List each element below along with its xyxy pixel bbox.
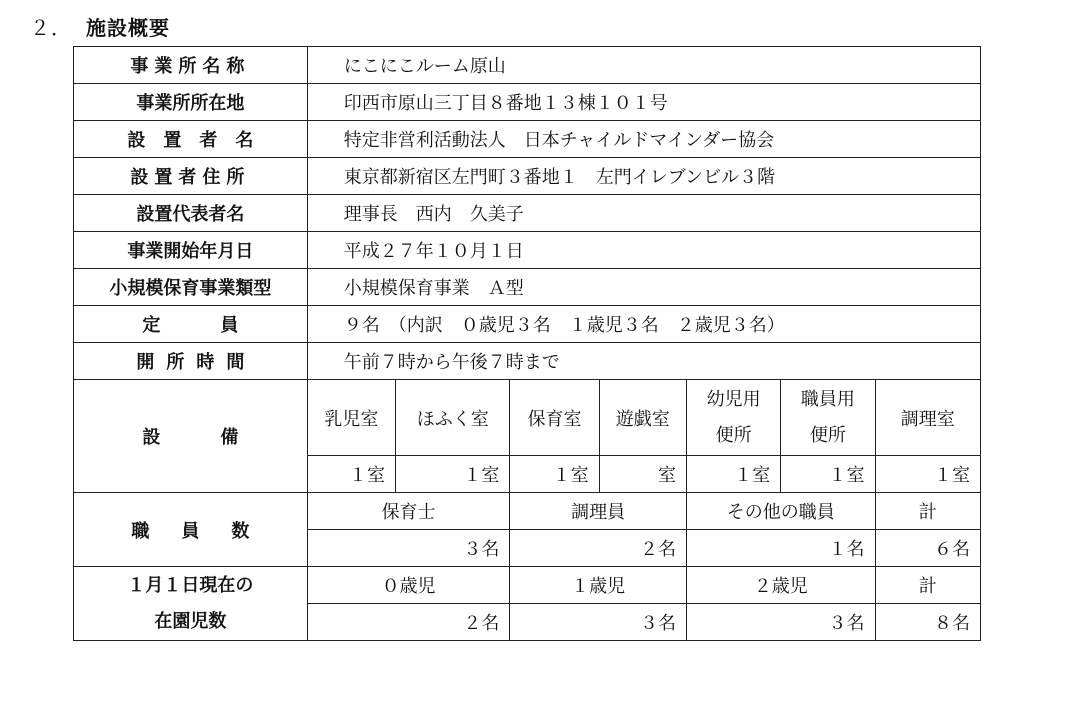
row-address — [74, 84, 981, 121]
label-staff-count: 職員数 — [74, 493, 308, 567]
facility-value-child-toilet: １室 — [686, 456, 780, 493]
row-facilities-header — [74, 380, 981, 456]
staff-value-cook: ２名 — [510, 530, 687, 567]
facility-overview-table — [73, 46, 981, 641]
enrollment-header-age1: １歳児 — [510, 567, 687, 604]
row-start-date — [74, 232, 981, 269]
facility-value-kitchen: １室 — [875, 456, 980, 493]
label-facility-name: 事業所名称 — [74, 47, 308, 84]
label-address: 事業所所在地 — [74, 84, 308, 121]
section-heading — [30, 12, 170, 41]
value-business-type: 小規模保育事業 Ａ型 — [307, 269, 980, 306]
facility-header-crawling-room: ほふく室 — [396, 380, 510, 456]
label-enrollment: １月１日現在の 在園児数 — [74, 567, 308, 641]
value-capacity: ９名 （内訳 ０歳児３名 １歳児３名 ２歳児３名） — [307, 306, 980, 343]
label-start-date: 事業開始年月日 — [74, 232, 308, 269]
value-founder-address: 東京都新宿区左門町３番地１ 左門イレブンビル３階 — [307, 158, 980, 195]
row-founder — [74, 121, 981, 158]
section-number: ２． — [30, 16, 72, 40]
label-capacity: 定員 — [74, 306, 308, 343]
value-facility-name: にこにこルーム原山 — [307, 47, 980, 84]
row-founder-address — [74, 158, 981, 195]
label-business-type: 小規模保育事業類型 — [74, 269, 308, 306]
value-hours: 午前７時から午後７時まで — [307, 343, 980, 380]
facility-header-nursery-room: 保育室 — [510, 380, 599, 456]
value-address: 印西市原山三丁目８番地１３棟１０１号 — [307, 84, 980, 121]
facility-value-crawling-room: １室 — [396, 456, 510, 493]
facility-header-kitchen: 調理室 — [875, 380, 980, 456]
staff-value-nursery-teacher: ３名 — [307, 530, 510, 567]
facility-value-play-room: 室 — [599, 456, 686, 493]
facility-header-child-toilet: 幼児用 便所 — [686, 380, 780, 456]
label-facilities: 設備 — [74, 380, 308, 493]
label-representative: 設置代表者名 — [74, 195, 308, 232]
value-representative: 理事長 西内 久美子 — [307, 195, 980, 232]
row-representative — [74, 195, 981, 232]
enrollment-header-total: 計 — [875, 567, 980, 604]
facility-value-nursery-room: １室 — [510, 456, 599, 493]
row-hours — [74, 343, 981, 380]
staff-value-other: １名 — [686, 530, 875, 567]
value-founder: 特定非営利活動法人 日本チャイルドマインダー協会 — [307, 121, 980, 158]
label-founder-address: 設置者住所 — [74, 158, 308, 195]
label-hours: 開所時間 — [74, 343, 308, 380]
facility-value-staff-toilet: １室 — [781, 456, 875, 493]
staff-header-nursery-teacher: 保育士 — [307, 493, 510, 530]
enrollment-header-age0: ０歳児 — [307, 567, 510, 604]
facility-header-play-room: 遊戯室 — [599, 380, 686, 456]
enrollment-value-total: ８名 — [875, 604, 980, 641]
value-start-date: 平成２７年１０月１日 — [307, 232, 980, 269]
label-founder: 設置者名 — [74, 121, 308, 158]
facility-header-infant-room: 乳児室 — [307, 380, 395, 456]
row-facility-name — [74, 47, 981, 84]
staff-header-total: 計 — [875, 493, 980, 530]
staff-header-cook: 調理員 — [510, 493, 687, 530]
staff-header-other: その他の職員 — [686, 493, 875, 530]
facility-value-infant-room: １室 — [307, 456, 395, 493]
row-capacity — [74, 306, 981, 343]
enrollment-value-age0: ２名 — [307, 604, 510, 641]
row-staff-header — [74, 493, 981, 530]
row-business-type — [74, 269, 981, 306]
enrollment-value-age1: ３名 — [510, 604, 687, 641]
section-title: 施設概要 — [86, 16, 170, 40]
enrollment-value-age2: ３名 — [686, 604, 875, 641]
staff-value-total: ６名 — [875, 530, 980, 567]
row-enrollment-header — [74, 567, 981, 604]
facility-header-staff-toilet: 職員用 便所 — [781, 380, 875, 456]
enrollment-header-age2: ２歳児 — [686, 567, 875, 604]
